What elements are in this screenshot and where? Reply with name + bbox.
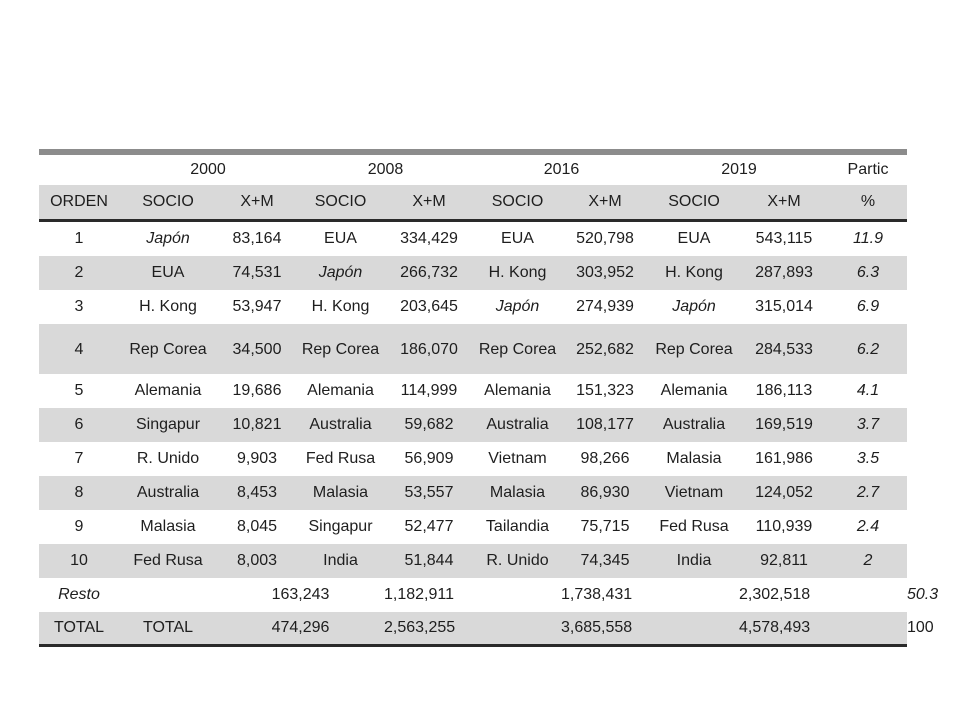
socio-cell: H. Kong <box>649 256 739 290</box>
xm-cell: 114,999 <box>400 382 458 399</box>
socio-cell: Malasia <box>474 476 561 510</box>
table-row <box>39 374 907 408</box>
socio-cell: Rep Corea <box>119 324 217 374</box>
pct-cell: 2.7 <box>829 476 907 510</box>
xm-cell: 56,909 <box>404 450 454 467</box>
column-header-row <box>39 185 907 221</box>
socio-cell: Fed Rusa <box>305 450 376 467</box>
xm-cell: 186,070 <box>384 324 474 374</box>
socio-cell: Australia <box>649 408 739 442</box>
socio-cell: Alemania <box>484 382 551 399</box>
xm-cell: 19,686 <box>232 382 282 399</box>
pct-cell: 4.1 <box>856 382 880 399</box>
orden-cell: 7 <box>74 450 84 467</box>
socio-cell: R. Unido <box>474 544 561 578</box>
xm-cell: 83,164 <box>232 230 282 247</box>
socio-cell: H. Kong <box>474 256 561 290</box>
table-row <box>39 324 907 374</box>
xm-cell: 53,947 <box>232 298 282 315</box>
pct-cell: 6.3 <box>829 256 907 290</box>
socio-cell: Australia <box>474 408 561 442</box>
xm-cell: 1,738,431 <box>561 586 633 603</box>
socio-cell: Rep Corea <box>297 324 384 374</box>
xm-cell: 86,930 <box>561 476 649 510</box>
socio-cell: Vietnam <box>488 450 547 467</box>
socio-cell: EUA <box>677 230 711 247</box>
xm-cell: 287,893 <box>739 256 829 290</box>
resto-label: Resto <box>58 586 100 603</box>
socio-cell: EUA <box>501 230 534 247</box>
xm-cell: 186,113 <box>755 382 813 399</box>
socio-cell: Japón <box>672 298 716 315</box>
total-label: TOTAL <box>39 612 119 646</box>
socio-cell: Japón <box>495 298 540 315</box>
xm-cell: 1,182,911 <box>384 586 454 603</box>
xm-cell: 53,557 <box>384 476 474 510</box>
xm-cell: 161,986 <box>755 450 813 467</box>
socio-cell: Australia <box>297 408 384 442</box>
xm-cell: 92,811 <box>739 544 829 578</box>
pct-cell: 6.9 <box>856 298 880 315</box>
orden-cell: 6 <box>39 408 119 442</box>
xm-cell: 34,500 <box>217 324 297 374</box>
xm-cell: 274,939 <box>576 298 634 315</box>
xm-cell: 9,903 <box>236 450 278 467</box>
pct-cell: 3.5 <box>856 450 880 467</box>
orden-cell: 4 <box>39 324 119 374</box>
xm-cell: 74,531 <box>217 256 297 290</box>
xm-cell: 474,296 <box>217 612 384 646</box>
socio-cell: Alemania <box>307 382 374 399</box>
orden-cell: 5 <box>74 382 84 399</box>
orden-header: ORDEN <box>39 185 119 221</box>
socio-cell: H. Kong <box>311 298 370 315</box>
resto-row: Resto 163,243 1,182,911 1,738,431 2,302,518 50.3 <box>39 578 907 612</box>
socio-cell: Vietnam <box>649 476 739 510</box>
table-body <box>39 221 939 646</box>
pct-cell: 2.4 <box>856 518 880 535</box>
socio-header: SOCIO <box>119 185 217 221</box>
xm-header: X+M <box>739 185 829 221</box>
xm-cell: 4,578,493 <box>739 612 907 646</box>
xm-cell: 10,821 <box>217 408 297 442</box>
socio-cell: Fed Rusa <box>119 544 217 578</box>
xm-cell: 163,243 <box>271 586 330 603</box>
xm-cell: 2,563,255 <box>384 612 561 646</box>
socio-cell: Malasia <box>297 476 384 510</box>
year-header: 2016 <box>543 161 580 178</box>
pct-cell: 3.7 <box>829 408 907 442</box>
socio-cell: Singapur <box>308 518 373 535</box>
socio-cell: Malasia <box>666 450 722 467</box>
xm-cell: 315,014 <box>755 298 813 315</box>
socio-cell: Australia <box>119 476 217 510</box>
socio-cell: Malasia <box>140 518 196 535</box>
socio-cell: Singapur <box>119 408 217 442</box>
socio-cell: Rep Corea <box>474 324 561 374</box>
total-row: TOTAL TOTAL 474,296 2,563,255 3,685,558 4,578,493 100 <box>39 612 907 646</box>
xm-cell: 543,115 <box>755 230 813 247</box>
xm-cell: 51,844 <box>384 544 474 578</box>
socio-cell: H. Kong <box>139 298 197 315</box>
xm-cell: 334,429 <box>400 230 458 247</box>
xm-cell: 59,682 <box>384 408 474 442</box>
socio-cell: Japón <box>297 256 384 290</box>
year-header: 2019 <box>721 161 757 178</box>
orden-cell: 8 <box>39 476 119 510</box>
xm-cell: 75,715 <box>580 518 630 535</box>
socio-cell: Alemania <box>134 382 202 399</box>
xm-cell: 8,003 <box>217 544 297 578</box>
trade-partners-table <box>39 149 939 647</box>
xm-header: X+M <box>561 185 649 221</box>
socio-cell: India <box>649 544 739 578</box>
orden-cell: 2 <box>39 256 119 290</box>
socio-cell: R. Unido <box>136 450 200 467</box>
orden-cell: 1 <box>74 230 84 247</box>
xm-cell: 2,302,518 <box>739 586 811 603</box>
table-row <box>39 544 907 578</box>
xm-cell: 203,645 <box>400 298 458 315</box>
table-row <box>39 510 907 544</box>
pct-cell: 6.2 <box>829 324 907 374</box>
orden-cell: 9 <box>74 518 84 535</box>
xm-cell: 98,266 <box>580 450 630 467</box>
orden-cell: 3 <box>74 298 84 315</box>
socio-cell: EUA <box>119 256 217 290</box>
table-row <box>39 476 907 510</box>
table-row <box>39 221 907 257</box>
xm-cell: 8,453 <box>217 476 297 510</box>
table-row <box>39 442 907 476</box>
xm-cell: 151,323 <box>576 382 634 399</box>
socio-cell: India <box>297 544 384 578</box>
socio-header: SOCIO <box>297 185 384 221</box>
total-socio-label: TOTAL <box>119 612 217 646</box>
xm-header: X+M <box>384 185 474 221</box>
socio-cell: EUA <box>324 230 357 247</box>
socio-cell: Japón <box>146 230 190 247</box>
xm-cell: 8,045 <box>236 518 278 535</box>
pct-header: % <box>829 185 907 221</box>
xm-cell: 110,939 <box>755 518 813 535</box>
xm-cell: 303,952 <box>561 256 649 290</box>
xm-cell: 169,519 <box>739 408 829 442</box>
socio-cell: Fed Rusa <box>659 518 729 535</box>
xm-cell: 52,477 <box>404 518 454 535</box>
socio-header: SOCIO <box>474 185 561 221</box>
xm-cell: 266,732 <box>384 256 474 290</box>
xm-cell: 252,682 <box>561 324 649 374</box>
xm-cell: 284,533 <box>739 324 829 374</box>
year-header: 2008 <box>367 161 404 178</box>
socio-cell: Tailandia <box>485 518 550 535</box>
pct-cell: 11.9 <box>853 230 883 247</box>
xm-cell: 3,685,558 <box>561 612 739 646</box>
socio-cell: Rep Corea <box>649 324 739 374</box>
socio-cell: Alemania <box>660 382 728 399</box>
table-row <box>39 256 907 290</box>
orden-cell: 10 <box>39 544 119 578</box>
xm-cell: 74,345 <box>561 544 649 578</box>
socio-header: SOCIO <box>649 185 739 221</box>
table-row <box>39 408 907 442</box>
pct-cell: 2 <box>829 544 907 578</box>
xm-header: X+M <box>217 185 297 221</box>
partic-header: Partic <box>847 161 889 178</box>
table-row <box>39 290 907 324</box>
xm-cell: 108,177 <box>561 408 649 442</box>
xm-cell: 520,798 <box>576 230 634 247</box>
year-header-row <box>39 152 907 185</box>
xm-cell: 124,052 <box>739 476 829 510</box>
year-header: 2000 <box>190 161 226 178</box>
